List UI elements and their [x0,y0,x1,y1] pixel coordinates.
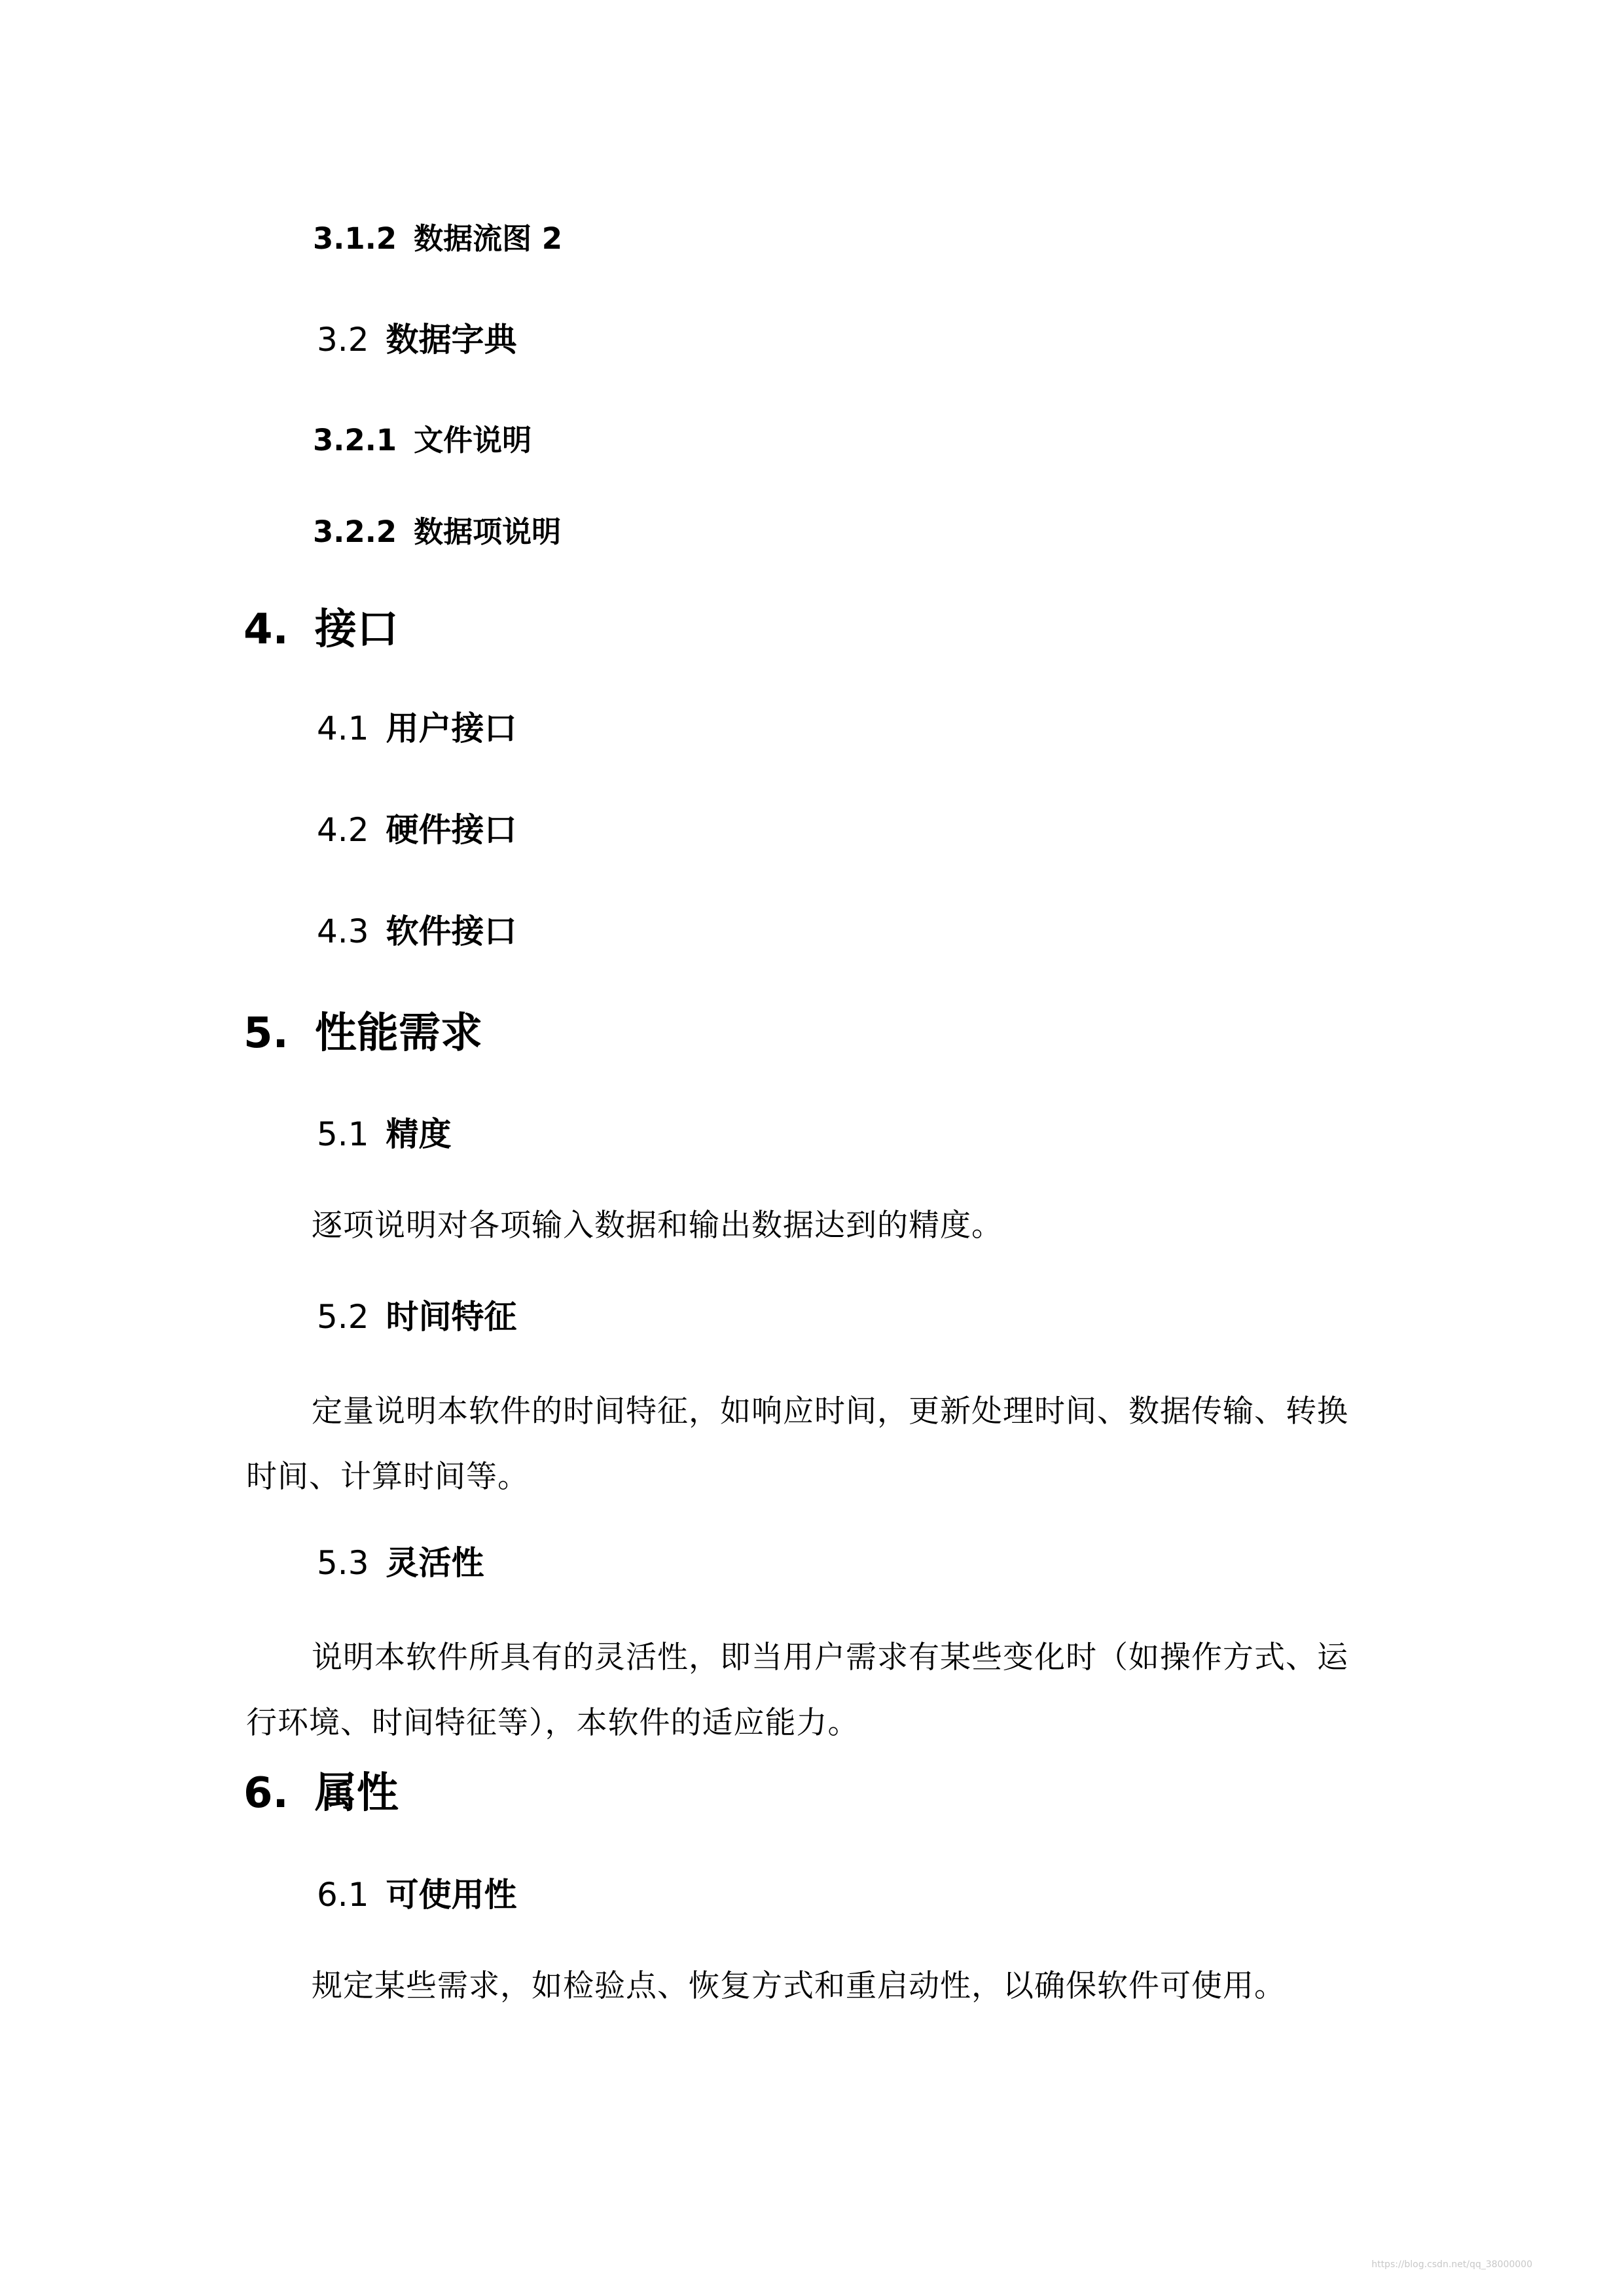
heading-title: 属性 [314,1769,399,1818]
heading-number: 4.1 [317,709,369,747]
heading-number: 3.2.1 [313,423,397,457]
heading-4 [244,605,399,654]
paragraph-5-3: 说明本软件所具有的灵活性，即当用户需求有某些变化时（如操作方式、运行环境、时间特征等），本软件的适应能力。 [246,1640,1348,1741]
heading-4-2 [317,811,517,849]
heading-3-2-2 [313,514,562,549]
heading-title: 精度 [386,1115,452,1153]
heading-title: 接口 [314,605,399,654]
heading-5-2 [317,1298,517,1336]
heading-3-2 [317,321,517,359]
heading-number: 3.2 [317,321,369,359]
heading-5 [244,1009,482,1058]
heading-4-3 [317,912,517,950]
heading-number: 3.1.2 [313,221,397,256]
heading-title: 硬件接口 [386,811,517,849]
heading-3-1-2 [313,221,563,256]
heading-number: 5.2 [317,1298,369,1336]
heading-title: 可使用性 [386,1876,517,1914]
paragraph-5-2: 定量说明本软件的时间特征，如响应时间，更新处理时间、数据传输、转换时间、计算时间等。 [246,1393,1348,1495]
heading-number: 5.3 [317,1544,369,1582]
heading-6-1 [317,1876,517,1914]
heading-title: 数据字典 [386,321,517,359]
heading-number: 4.3 [317,912,369,950]
heading-5-3 [317,1544,484,1582]
heading-5-1 [317,1115,452,1153]
heading-number: 6. [244,1769,289,1818]
heading-title: 时间特征 [386,1298,517,1336]
heading-number: 6.1 [317,1876,369,1914]
heading-number: 3.2.2 [313,514,397,549]
watermark-text: https://blog.csdn.net/qq_38000000 [1371,2259,1532,2270]
heading-number: 5.1 [317,1115,369,1153]
heading-number: 4. [244,605,289,654]
heading-title: 灵活性 [386,1544,484,1582]
heading-3-2-1 [313,425,532,455]
heading-title: 软件接口 [386,912,517,950]
heading-title: 文件说明 [414,423,532,457]
heading-title: 数据项说明 [414,514,562,549]
heading-4-1 [317,709,517,747]
heading-number: 4.2 [317,811,369,849]
heading-title: 数据流图 2 [414,221,563,256]
heading-6 [244,1769,399,1818]
heading-number: 5. [244,1009,289,1058]
paragraph-6-1: 规定某些需求，如检验点、恢复方式和重启动性，以确保软件可使用。 [312,1968,1286,2004]
heading-title: 性能需求 [314,1009,482,1058]
paragraph-5-1: 逐项说明对各项输入数据和输出数据达到的精度。 [312,1208,1003,1244]
heading-title: 用户接口 [386,709,517,747]
